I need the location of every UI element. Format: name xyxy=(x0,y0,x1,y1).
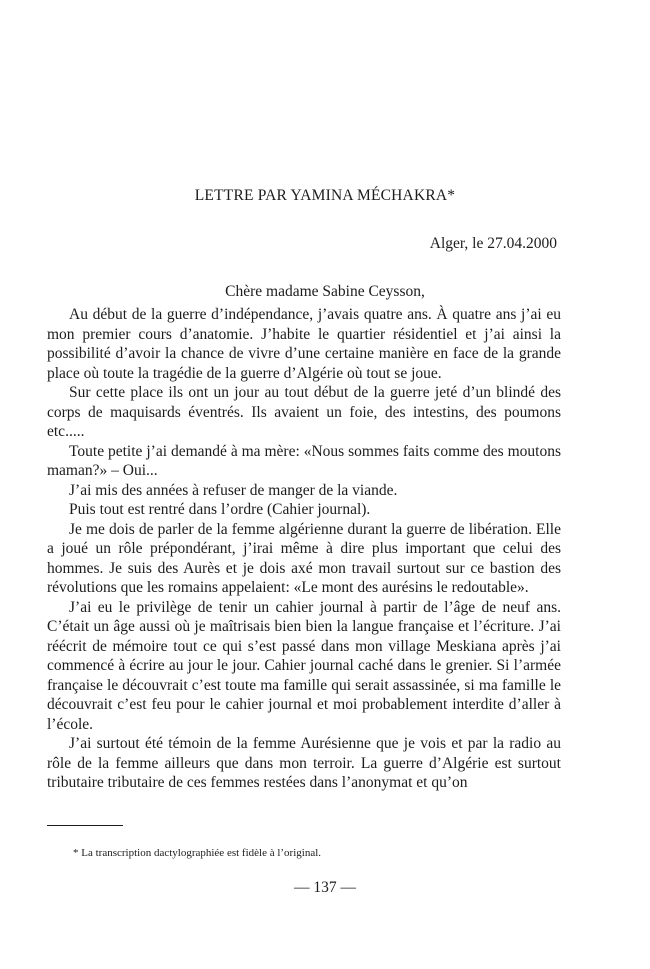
body-paragraph: Sur cette place ils ont un jour au tout début de la guerre jeté d’un blindé des corps de maquisards éventrés. Ils avaient un foie, des intestins, des poumons etc..... xyxy=(47,384,561,440)
letter-dateline: Alger, le 27.04.2000 xyxy=(429,235,557,252)
body-paragraph: J’ai mis des années à refuser de manger de la viande. xyxy=(69,481,398,499)
body-paragraph: Toute petite j’ai demandé à ma mère: «Nous sommes faits comme des moutons maman?» – Oui... xyxy=(47,442,561,479)
letter-salutation: Chère madame Sabine Ceysson, xyxy=(225,283,425,300)
letter-title: LETTRE PAR YAMINA MÉCHAKRA* xyxy=(194,187,456,204)
body-paragraph: Je me dois de parler de la femme algérienne durant la guerre de libération. Elle a joué un rôle prépondérant, j’irai même à dire plus important que celui des hommes. Je suis des Aurès et je dois axé mon travail surtout sur ce bastion des révolutions que les romains appelaient: «Le mont des aurésins le redoutable». xyxy=(47,520,561,596)
page-number: — 137 — xyxy=(294,879,356,896)
body-paragraph: Puis tout est rentré dans l’ordre (Cahier journal). xyxy=(69,501,371,518)
body-paragraph: J’ai surtout été témoin de la femme Aurésienne que je vois et par la radio au rôle de la femme ailleurs que dans mon terroir. La guerre d’Algérie est surtout tributaire tributaire de ces femmes restées dans l’anonymat et qu’on xyxy=(47,735,561,791)
footnote-divider xyxy=(47,825,123,826)
body-paragraph: J’ai eu le privilège de tenir un cahier journal à partir de l’âge de neuf ans. C’était un âge aussi où je maîtrisais bien bien la langue française et l’écriture. J’ai réécrit de mémoire tout ce qui s’est passé dans mon village Meskiana après j’ai commencé à écrire au jour le jour. Cahier journal caché dans le grenier. Si l’armée française le découvrait c’est toute ma famille qui serait assassinée, si ma famille le découvrait c’est feu pour le cahier journal et moi probablement interdite d’aller à l’école. xyxy=(47,598,561,733)
letter-body xyxy=(47,305,561,793)
footnote: * La transcription dactylographiée est fidèle à l’original. xyxy=(73,847,322,859)
body-paragraph: Au début de la guerre d’indépendance, j’avais quatre ans. À quatre ans j’ai eu mon premier cours d’anatomie. J’habite le quartier résidentiel et j’ai ainsi la possibilité d’avoir la chance de vivre d’une certaine manière en face de la grande place où toute la tragédie de la guerre d’Algérie où tout se joue. xyxy=(47,306,561,382)
